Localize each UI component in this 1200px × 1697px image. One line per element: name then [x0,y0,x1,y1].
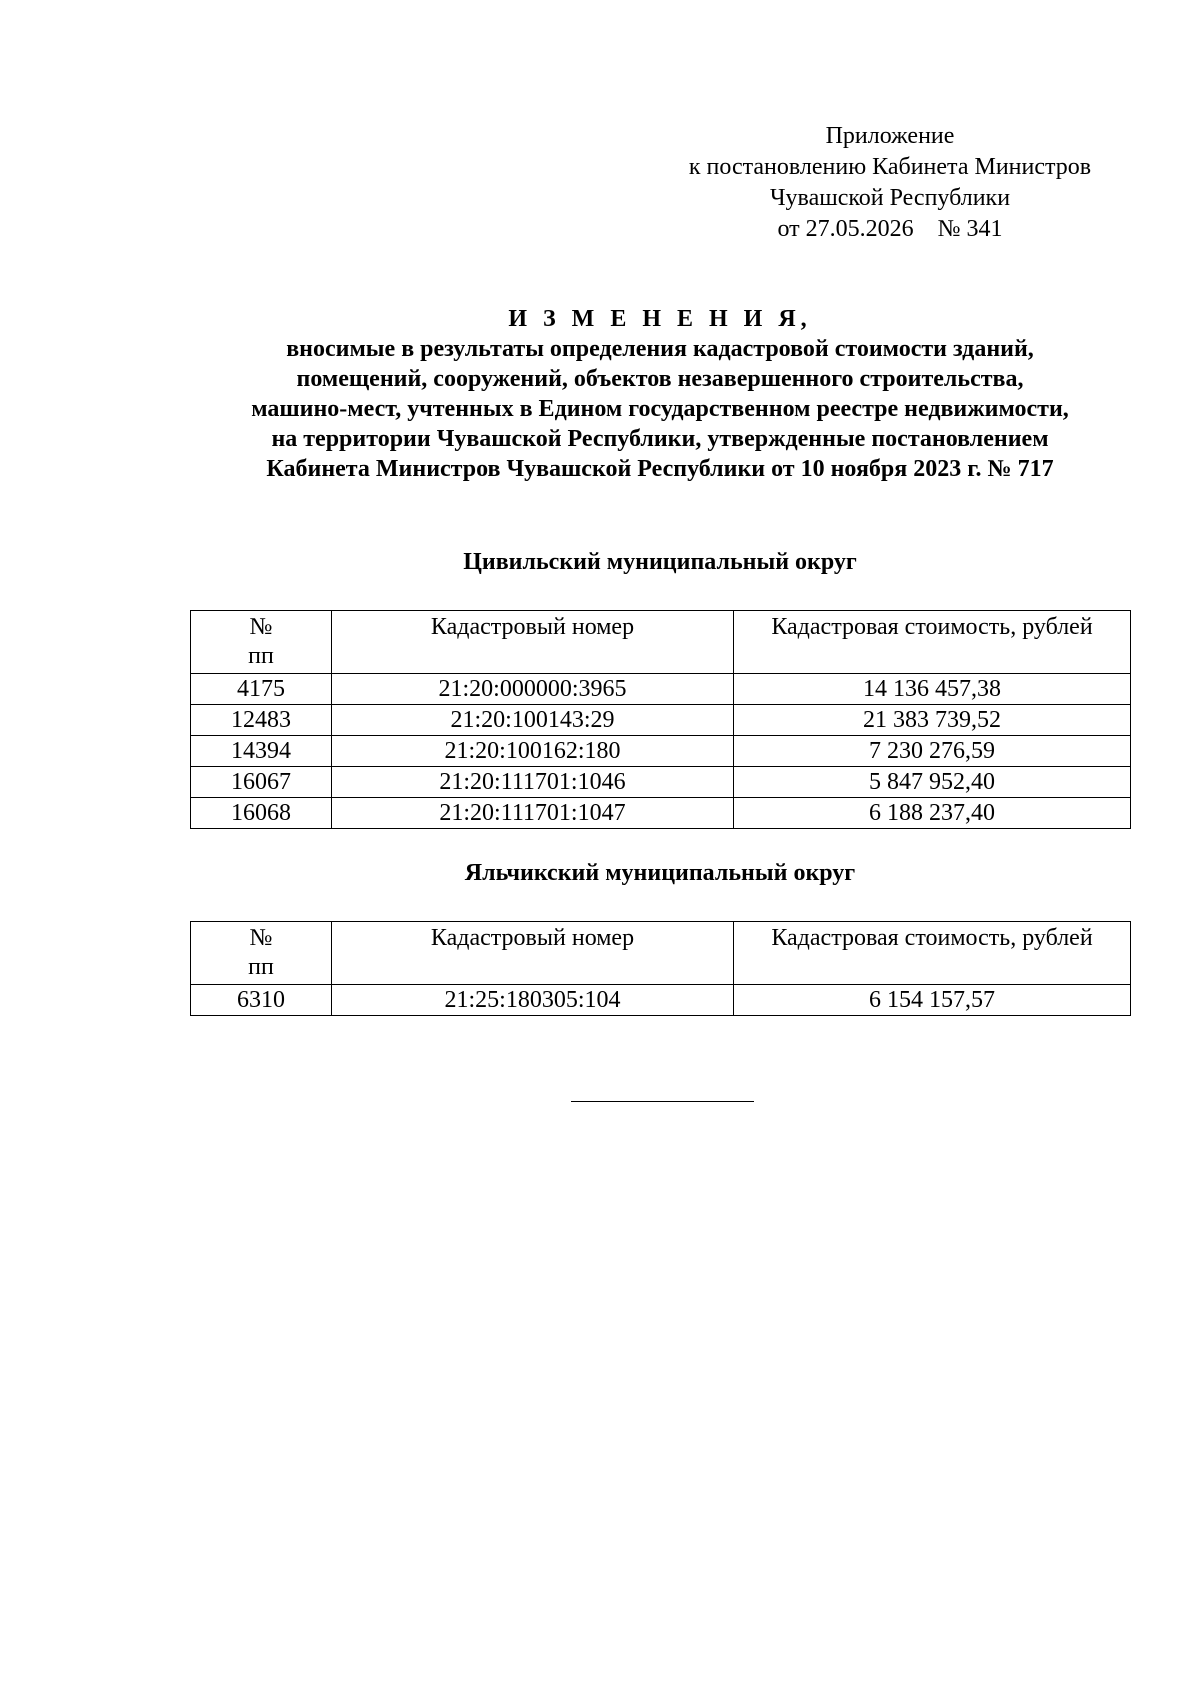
appendix-resolution: к постановлению Кабинета Министров [688,154,1092,180]
document-title-line: вносимые в результаты определения кадастровой стоимости зданий, [286,336,1034,362]
cell-num: 12483 [191,705,332,736]
cell-cadastral-number: 21:20:111701:1047 [332,798,734,829]
cell-cadastral-number: 21:20:100162:180 [332,736,734,767]
cell-cadastral-value: 21 383 739,52 [734,705,1131,736]
header-cadastral-number: Кадастровый номер [332,922,734,985]
document-title-line: на территории Чувашской Республики, утвержденные постановлением [271,426,1049,452]
header-cadastral-number: Кадастровый номер [332,611,734,674]
table-row [191,798,1131,829]
document-title-line: помещений, сооружений, объектов незавершенного строительства, [296,366,1024,392]
table-header-row [191,922,1131,985]
cadastral-table-yalchiksky [190,921,1131,1016]
cadastral-table-tsivilsky [190,610,1131,829]
header-num-pp: пп [248,954,274,980]
cell-num: 16067 [191,767,332,798]
header-cadastral-value: Кадастровая стоимость, рублей [734,922,1131,985]
cell-cadastral-number: 21:25:180305:104 [332,985,734,1016]
cell-cadastral-value: 5 847 952,40 [734,767,1131,798]
table-row [191,767,1131,798]
section-title-tsivilsky: Цивильский муниципальный округ [463,549,857,575]
appendix-block [660,121,1120,245]
appendix-number: № 341 [937,216,1003,242]
table-header-row [191,611,1131,674]
header-num-pp: пп [248,643,274,669]
cell-num: 16068 [191,798,332,829]
cell-cadastral-number: 21:20:111701:1046 [332,767,734,798]
appendix-date-line [660,214,1120,245]
table-row [191,705,1131,736]
table-row [191,985,1131,1016]
appendix-label: Приложение [825,123,955,149]
cell-cadastral-value: 7 230 276,59 [734,736,1131,767]
document-title-line: машино-мест, учтенных в Едином государственном реестре недвижимости, [251,396,1069,422]
table-row [191,736,1131,767]
cell-num: 4175 [191,674,332,705]
appendix-republic: Чувашской Республики [769,185,1011,211]
header-num [191,611,332,674]
section-title-yalchiksky: Яльчикский муниципальный округ [464,860,856,886]
cell-num: 14394 [191,736,332,767]
document-heading: И З М Е Н Е Н И Я, [508,306,812,332]
appendix-date: от 27.05.2026 [777,216,914,242]
cell-cadastral-number: 21:20:000000:3965 [332,674,734,705]
cell-cadastral-number: 21:20:100143:29 [332,705,734,736]
header-cadastral-value: Кадастровая стоимость, рублей [734,611,1131,674]
header-num [191,922,332,985]
cell-cadastral-value: 6 188 237,40 [734,798,1131,829]
cell-cadastral-value: 6 154 157,57 [734,985,1131,1016]
document-title [100,304,1200,484]
cell-num: 6310 [191,985,332,1016]
header-num-symbol: № [249,614,273,640]
header-num-symbol: № [249,925,273,951]
cell-cadastral-value: 14 136 457,38 [734,674,1131,705]
end-divider [571,1101,754,1102]
document-title-line: Кабинета Министров Чувашской Республики от 10 ноября 2023 г. № 717 [266,456,1054,482]
table-row [191,674,1131,705]
